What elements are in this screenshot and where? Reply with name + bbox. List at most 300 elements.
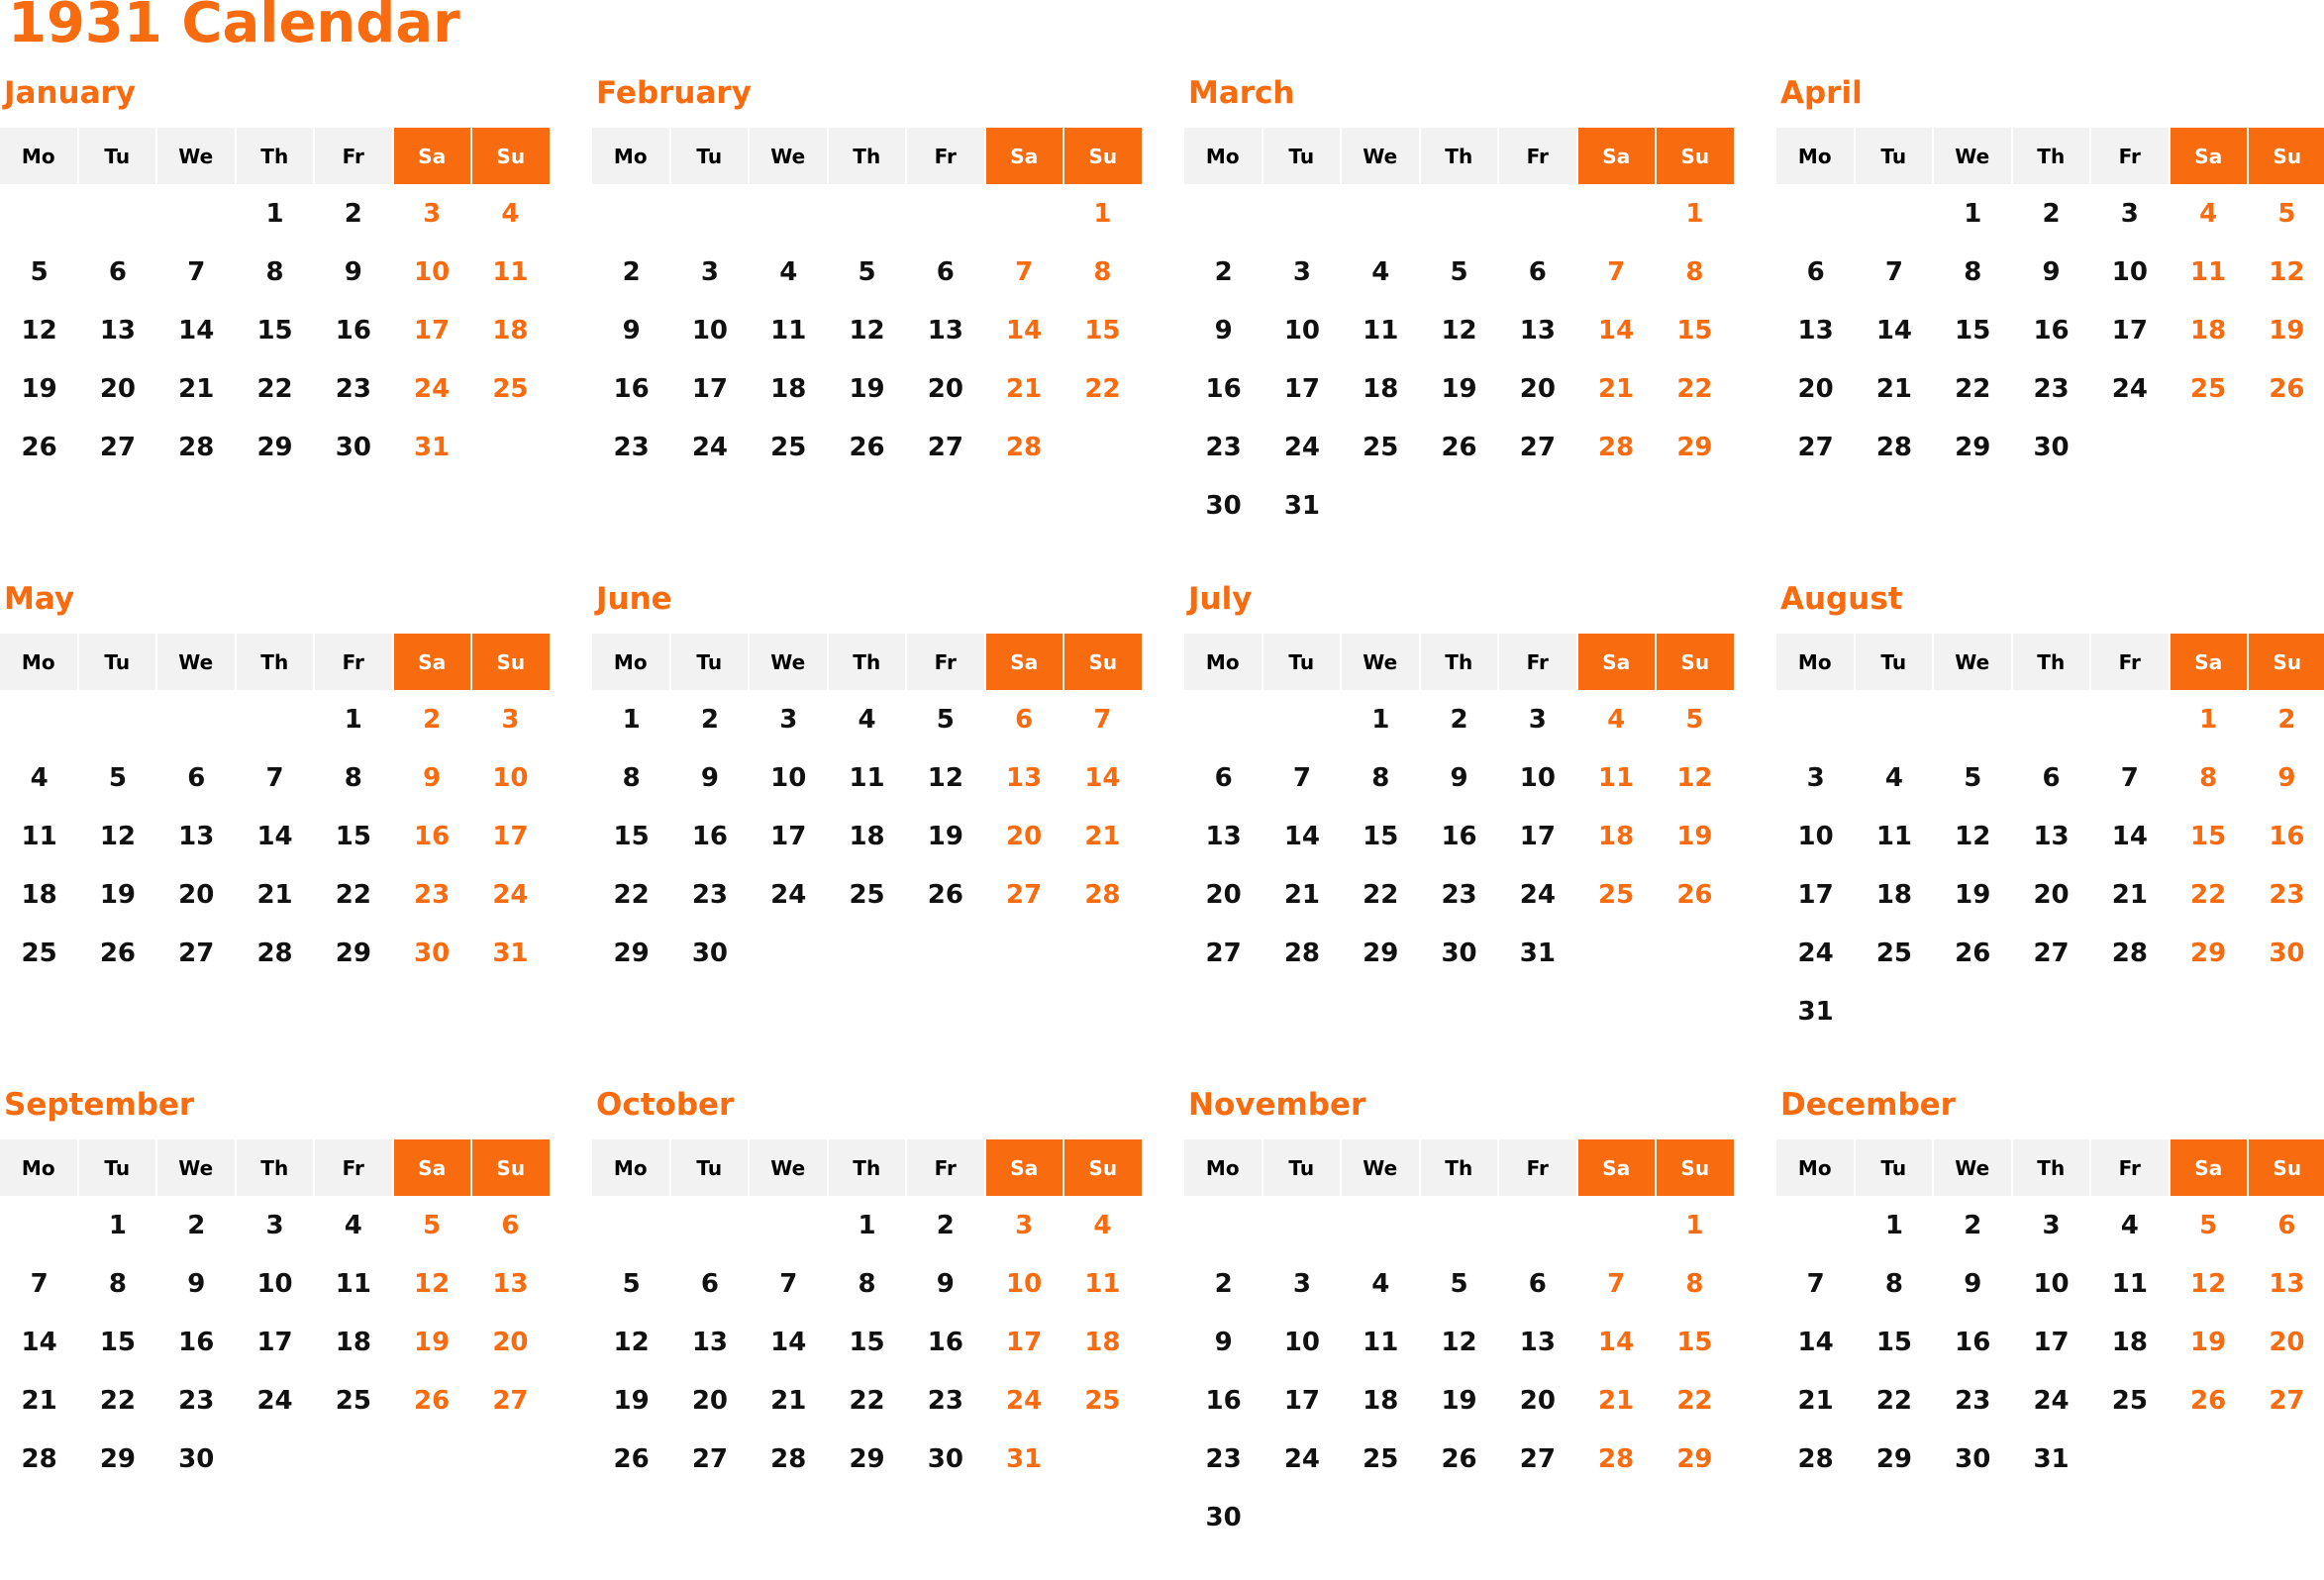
month-name: November <box>1188 1087 1366 1123</box>
day-cell: 5 <box>1450 1268 1468 1299</box>
day-cell: 21 <box>2111 879 2148 910</box>
day-cell: 2 <box>936 1210 955 1240</box>
day-cell: 28 <box>1797 1443 1834 1474</box>
day-cell: 21 <box>1283 879 1321 910</box>
day-cell: 22 <box>1676 1385 1713 1416</box>
day-cell: 28 <box>770 1443 807 1474</box>
empty-cell <box>1776 690 1855 748</box>
weekday-sa: Sa <box>986 128 1063 184</box>
month-august <box>1776 579 2324 1074</box>
day-cell: 6 <box>2277 1210 2296 1240</box>
day-cell: 11 <box>849 762 885 793</box>
empty-cell <box>157 690 236 748</box>
day-cell: 10 <box>2111 256 2148 287</box>
day-cell: 3 <box>2120 198 2139 229</box>
empty-cell <box>236 690 314 748</box>
day-cell: 3 <box>265 1210 284 1240</box>
day-cell: 4 <box>1371 1268 1390 1299</box>
day-cell: 11 <box>335 1268 371 1299</box>
weekday-su: Su <box>1657 1139 1734 1196</box>
empty-cell <box>1776 184 1855 243</box>
day-cell: 14 <box>1283 821 1321 851</box>
day-cell: 28 <box>21 1443 57 1474</box>
day-cell: 6 <box>1528 1268 1547 1299</box>
empty-cell <box>1184 690 1263 748</box>
weekday-su: Su <box>1657 634 1734 690</box>
day-cell: 16 <box>335 315 371 346</box>
day-cell: 27 <box>927 432 963 462</box>
empty-cell <box>1263 690 1341 748</box>
weekday-fr: Fr <box>2091 128 2169 184</box>
day-cell: 29 <box>256 432 293 462</box>
day-cell: 19 <box>1441 373 1477 404</box>
weekday-header <box>1184 1139 1734 1196</box>
day-cell: 10 <box>256 1268 293 1299</box>
empty-cell <box>1263 184 1341 243</box>
day-cell: 21 <box>1875 373 1913 404</box>
weekday-header <box>0 634 550 690</box>
day-cell: 30 <box>927 1443 963 1474</box>
weekday-su: Su <box>1657 128 1734 184</box>
weekday-header <box>592 634 1142 690</box>
day-cell: 25 <box>1363 1443 1399 1474</box>
empty-cell <box>670 1196 749 1254</box>
day-cell: 9 <box>344 256 362 287</box>
month-name: October <box>596 1087 735 1123</box>
day-cell: 16 <box>1205 1385 1242 1416</box>
weekday-fr: Fr <box>907 634 984 690</box>
day-grid <box>0 1196 550 1488</box>
day-cell: 7 <box>1806 1268 1825 1299</box>
day-cell: 21 <box>21 1385 57 1416</box>
weekday-fr: Fr <box>315 128 392 184</box>
month-march <box>1184 73 1734 568</box>
day-cell: 7 <box>1093 704 1112 735</box>
day-cell: 21 <box>1006 373 1043 404</box>
day-cell: 19 <box>1955 879 1991 910</box>
day-cell: 27 <box>1519 1443 1556 1474</box>
weekday-th: Th <box>829 1139 906 1196</box>
day-cell: 22 <box>613 879 650 910</box>
day-cell: 13 <box>1205 821 1242 851</box>
month-april <box>1776 73 2324 568</box>
day-cell: 14 <box>21 1327 57 1357</box>
day-cell: 23 <box>691 879 729 910</box>
day-cell: 11 <box>1363 315 1399 346</box>
day-cell: 29 <box>613 938 650 968</box>
weekday-tu: Tu <box>1856 634 1933 690</box>
empty-cell <box>828 184 906 243</box>
empty-cell <box>1855 184 1933 243</box>
weekday-fr: Fr <box>1499 1139 1576 1196</box>
day-cell: 10 <box>2033 1268 2070 1299</box>
day-cell: 1 <box>1685 1210 1704 1240</box>
day-cell: 3 <box>1015 1210 1034 1240</box>
empty-cell <box>1498 184 1576 243</box>
day-cell: 13 <box>2033 821 2070 851</box>
day-cell: 14 <box>256 821 293 851</box>
day-cell: 27 <box>1797 432 1834 462</box>
day-cell: 18 <box>1875 879 1913 910</box>
weekday-sa: Sa <box>2171 634 2248 690</box>
day-cell: 12 <box>1441 1327 1477 1357</box>
day-cell: 16 <box>2269 821 2305 851</box>
month-september <box>0 1085 550 1580</box>
empty-cell <box>906 184 984 243</box>
day-cell: 23 <box>1205 1443 1242 1474</box>
day-cell: 11 <box>21 821 57 851</box>
empty-cell <box>984 184 1062 243</box>
day-cell: 1 <box>2199 704 2218 735</box>
day-cell: 26 <box>1955 938 1991 968</box>
day-cell: 2 <box>1964 1210 1982 1240</box>
day-cell: 28 <box>1598 1443 1635 1474</box>
month-name: April <box>1780 75 1863 111</box>
day-cell: 7 <box>1607 256 1626 287</box>
day-cell: 22 <box>99 1385 137 1416</box>
empty-cell <box>1342 1196 1420 1254</box>
day-cell: 8 <box>2199 762 2218 793</box>
day-cell: 17 <box>1283 1385 1321 1416</box>
day-cell: 17 <box>691 373 729 404</box>
weekday-header <box>592 128 1142 184</box>
empty-cell <box>2012 690 2090 748</box>
day-cell: 18 <box>1598 821 1635 851</box>
day-cell: 19 <box>21 373 57 404</box>
day-cell: 3 <box>423 198 442 229</box>
day-cell: 4 <box>2199 198 2218 229</box>
day-cell: 21 <box>178 373 215 404</box>
day-cell: 12 <box>21 315 57 346</box>
day-cell: 25 <box>1084 1385 1121 1416</box>
day-cell: 31 <box>492 938 529 968</box>
day-cell: 18 <box>770 373 807 404</box>
day-cell: 29 <box>1875 1443 1913 1474</box>
day-cell: 15 <box>256 315 293 346</box>
day-cell: 2 <box>1214 1268 1233 1299</box>
weekday-tu: Tu <box>1856 1139 1933 1196</box>
day-cell: 16 <box>1205 373 1242 404</box>
day-cell: 8 <box>265 256 284 287</box>
weekday-mo: Mo <box>1776 1139 1854 1196</box>
month-name: January <box>4 75 137 111</box>
day-cell: 14 <box>1084 762 1121 793</box>
day-cell: 18 <box>849 821 885 851</box>
weekday-we: We <box>1342 1139 1419 1196</box>
weekday-we: We <box>1342 634 1419 690</box>
day-cell: 30 <box>414 938 451 968</box>
weekday-header <box>0 1139 550 1196</box>
day-cell: 31 <box>414 432 451 462</box>
weekday-th: Th <box>1421 634 1498 690</box>
month-name: May <box>4 581 75 617</box>
day-cell: 12 <box>1441 315 1477 346</box>
day-cell: 10 <box>691 315 729 346</box>
day-cell: 29 <box>2190 938 2227 968</box>
day-cell: 12 <box>2190 1268 2227 1299</box>
day-cell: 15 <box>1363 821 1399 851</box>
day-cell: 20 <box>99 373 137 404</box>
day-cell: 9 <box>936 1268 955 1299</box>
day-cell: 7 <box>187 256 206 287</box>
day-cell: 15 <box>335 821 371 851</box>
day-cell: 18 <box>492 315 529 346</box>
day-cell: 9 <box>700 762 719 793</box>
day-cell: 24 <box>414 373 451 404</box>
day-cell: 5 <box>2199 1210 2218 1240</box>
weekday-fr: Fr <box>2091 1139 2169 1196</box>
day-cell: 4 <box>1607 704 1626 735</box>
day-cell: 4 <box>1371 256 1390 287</box>
day-cell: 13 <box>99 315 137 346</box>
empty-cell <box>1184 1196 1263 1254</box>
day-cell: 24 <box>1283 1443 1321 1474</box>
day-cell: 26 <box>99 938 137 968</box>
day-cell: 28 <box>1084 879 1121 910</box>
weekday-header <box>0 128 550 184</box>
day-cell: 5 <box>108 762 127 793</box>
day-cell: 3 <box>501 704 520 735</box>
day-cell: 7 <box>2120 762 2139 793</box>
day-grid <box>592 690 1142 982</box>
day-cell: 15 <box>2190 821 2227 851</box>
day-cell: 27 <box>178 938 215 968</box>
day-cell: 22 <box>335 879 371 910</box>
day-cell: 20 <box>492 1327 529 1357</box>
day-cell: 7 <box>779 1268 798 1299</box>
weekday-header <box>1184 634 1734 690</box>
weekday-su: Su <box>2249 634 2324 690</box>
day-cell: 10 <box>1519 762 1556 793</box>
day-cell: 13 <box>492 1268 529 1299</box>
day-cell: 15 <box>1875 1327 1913 1357</box>
day-cell: 21 <box>770 1385 807 1416</box>
day-cell: 20 <box>2269 1327 2305 1357</box>
day-cell: 12 <box>99 821 137 851</box>
weekday-header <box>1776 128 2324 184</box>
empty-cell <box>1576 1196 1655 1254</box>
day-cell: 9 <box>187 1268 206 1299</box>
day-cell: 18 <box>21 879 57 910</box>
weekday-mo: Mo <box>592 128 669 184</box>
empty-cell <box>670 184 749 243</box>
day-cell: 23 <box>1441 879 1477 910</box>
empty-cell <box>592 184 670 243</box>
weekday-th: Th <box>237 128 314 184</box>
day-cell: 18 <box>1363 1385 1399 1416</box>
month-name: June <box>596 581 672 617</box>
weekday-sa: Sa <box>1578 128 1656 184</box>
day-cell: 30 <box>2033 432 2070 462</box>
day-cell: 31 <box>2033 1443 2070 1474</box>
weekday-we: We <box>750 128 827 184</box>
month-july <box>1184 579 1734 1074</box>
month-october <box>592 1085 1142 1580</box>
day-cell: 27 <box>2269 1385 2305 1416</box>
day-cell: 14 <box>1598 315 1635 346</box>
day-cell: 14 <box>2111 821 2148 851</box>
weekday-th: Th <box>829 634 906 690</box>
day-cell: 12 <box>2269 256 2305 287</box>
empty-cell <box>1934 690 2012 748</box>
day-cell: 8 <box>1884 1268 1903 1299</box>
day-cell: 13 <box>691 1327 729 1357</box>
day-cell: 16 <box>2033 315 2070 346</box>
day-cell: 18 <box>1363 373 1399 404</box>
weekday-we: We <box>1934 128 2011 184</box>
day-cell: 23 <box>613 432 650 462</box>
empty-cell <box>0 184 78 243</box>
day-cell: 26 <box>414 1385 451 1416</box>
day-cell: 30 <box>1205 490 1242 521</box>
empty-cell <box>1342 184 1420 243</box>
day-cell: 5 <box>858 256 876 287</box>
day-cell: 19 <box>2190 1327 2227 1357</box>
day-cell: 3 <box>1292 256 1311 287</box>
day-cell: 17 <box>256 1327 293 1357</box>
weekday-fr: Fr <box>1499 634 1576 690</box>
day-cell: 27 <box>492 1385 529 1416</box>
day-grid <box>592 1196 1142 1488</box>
day-cell: 16 <box>1955 1327 1991 1357</box>
weekday-mo: Mo <box>592 634 669 690</box>
day-cell: 5 <box>30 256 49 287</box>
day-cell: 19 <box>2269 315 2305 346</box>
weekday-tu: Tu <box>79 128 156 184</box>
day-cell: 20 <box>1006 821 1043 851</box>
weekday-su: Su <box>2249 128 2324 184</box>
day-cell: 30 <box>691 938 729 968</box>
day-cell: 11 <box>1084 1268 1121 1299</box>
day-cell: 5 <box>622 1268 641 1299</box>
day-cell: 6 <box>1015 704 1034 735</box>
day-cell: 14 <box>178 315 215 346</box>
day-cell: 3 <box>1292 1268 1311 1299</box>
day-cell: 6 <box>936 256 955 287</box>
day-cell: 17 <box>2033 1327 2070 1357</box>
day-cell: 18 <box>2190 315 2227 346</box>
day-grid <box>1184 690 1734 982</box>
day-cell: 28 <box>1006 432 1043 462</box>
empty-cell <box>1420 184 1498 243</box>
day-cell: 5 <box>1964 762 1982 793</box>
day-cell: 22 <box>2190 879 2227 910</box>
day-grid <box>1184 1196 1734 1546</box>
weekday-tu: Tu <box>671 1139 749 1196</box>
day-cell: 1 <box>622 704 641 735</box>
day-cell: 6 <box>2042 762 2061 793</box>
day-cell: 24 <box>492 879 529 910</box>
empty-cell <box>1576 184 1655 243</box>
day-cell: 6 <box>1528 256 1547 287</box>
day-cell: 27 <box>1006 879 1043 910</box>
day-cell: 19 <box>99 879 137 910</box>
empty-cell <box>1855 690 1933 748</box>
day-cell: 26 <box>2269 373 2305 404</box>
day-cell: 23 <box>2269 879 2305 910</box>
day-cell: 26 <box>1676 879 1713 910</box>
weekday-fr: Fr <box>2091 634 2169 690</box>
empty-cell <box>1184 184 1263 243</box>
day-cell: 11 <box>1875 821 1913 851</box>
weekday-mo: Mo <box>1776 128 1854 184</box>
weekday-tu: Tu <box>671 634 749 690</box>
weekday-we: We <box>1934 634 2011 690</box>
day-cell: 3 <box>2042 1210 2061 1240</box>
day-cell: 22 <box>1875 1385 1913 1416</box>
month-name: July <box>1188 581 1253 617</box>
day-cell: 4 <box>1093 1210 1112 1240</box>
day-cell: 5 <box>1685 704 1704 735</box>
day-cell: 15 <box>849 1327 885 1357</box>
weekday-th: Th <box>1421 1139 1498 1196</box>
day-cell: 29 <box>1363 938 1399 968</box>
empty-cell <box>592 1196 670 1254</box>
day-cell: 5 <box>936 704 955 735</box>
day-cell: 23 <box>927 1385 963 1416</box>
day-cell: 10 <box>770 762 807 793</box>
day-cell: 15 <box>613 821 650 851</box>
day-cell: 28 <box>178 432 215 462</box>
weekday-su: Su <box>472 128 550 184</box>
day-cell: 2 <box>2042 198 2061 229</box>
day-cell: 29 <box>335 938 371 968</box>
day-cell: 19 <box>1441 1385 1477 1416</box>
day-cell: 24 <box>256 1385 293 1416</box>
day-cell: 20 <box>1519 1385 1556 1416</box>
empty-cell <box>1263 1196 1341 1254</box>
day-cell: 18 <box>335 1327 371 1357</box>
day-cell: 3 <box>1806 762 1825 793</box>
month-name: March <box>1188 75 1295 111</box>
day-cell: 8 <box>108 1268 127 1299</box>
day-cell: 12 <box>1676 762 1713 793</box>
empty-cell <box>0 1196 78 1254</box>
weekday-header <box>1184 128 1734 184</box>
weekday-tu: Tu <box>671 128 749 184</box>
day-cell: 26 <box>1441 1443 1477 1474</box>
day-cell: 9 <box>1214 315 1233 346</box>
weekday-su: Su <box>2249 1139 2324 1196</box>
day-cell: 8 <box>1685 256 1704 287</box>
day-cell: 11 <box>2111 1268 2148 1299</box>
day-cell: 26 <box>21 432 57 462</box>
day-grid <box>1184 184 1734 535</box>
day-cell: 1 <box>265 198 284 229</box>
day-cell: 27 <box>99 432 137 462</box>
day-cell: 17 <box>414 315 451 346</box>
day-cell: 25 <box>1363 432 1399 462</box>
day-cell: 14 <box>1598 1327 1635 1357</box>
day-grid <box>592 184 1142 476</box>
day-cell: 8 <box>1685 1268 1704 1299</box>
day-cell: 20 <box>1797 373 1834 404</box>
day-cell: 14 <box>770 1327 807 1357</box>
day-cell: 8 <box>1371 762 1390 793</box>
day-cell: 9 <box>2042 256 2061 287</box>
weekday-th: Th <box>2013 128 2090 184</box>
weekday-we: We <box>157 634 235 690</box>
day-cell: 7 <box>1292 762 1311 793</box>
day-cell: 5 <box>1450 256 1468 287</box>
day-cell: 31 <box>1519 938 1556 968</box>
day-cell: 1 <box>858 1210 876 1240</box>
day-cell: 23 <box>1955 1385 1991 1416</box>
page-title: 1931 Calendar <box>8 0 460 55</box>
day-cell: 26 <box>1441 432 1477 462</box>
day-cell: 17 <box>492 821 529 851</box>
day-cell: 23 <box>2033 373 2070 404</box>
